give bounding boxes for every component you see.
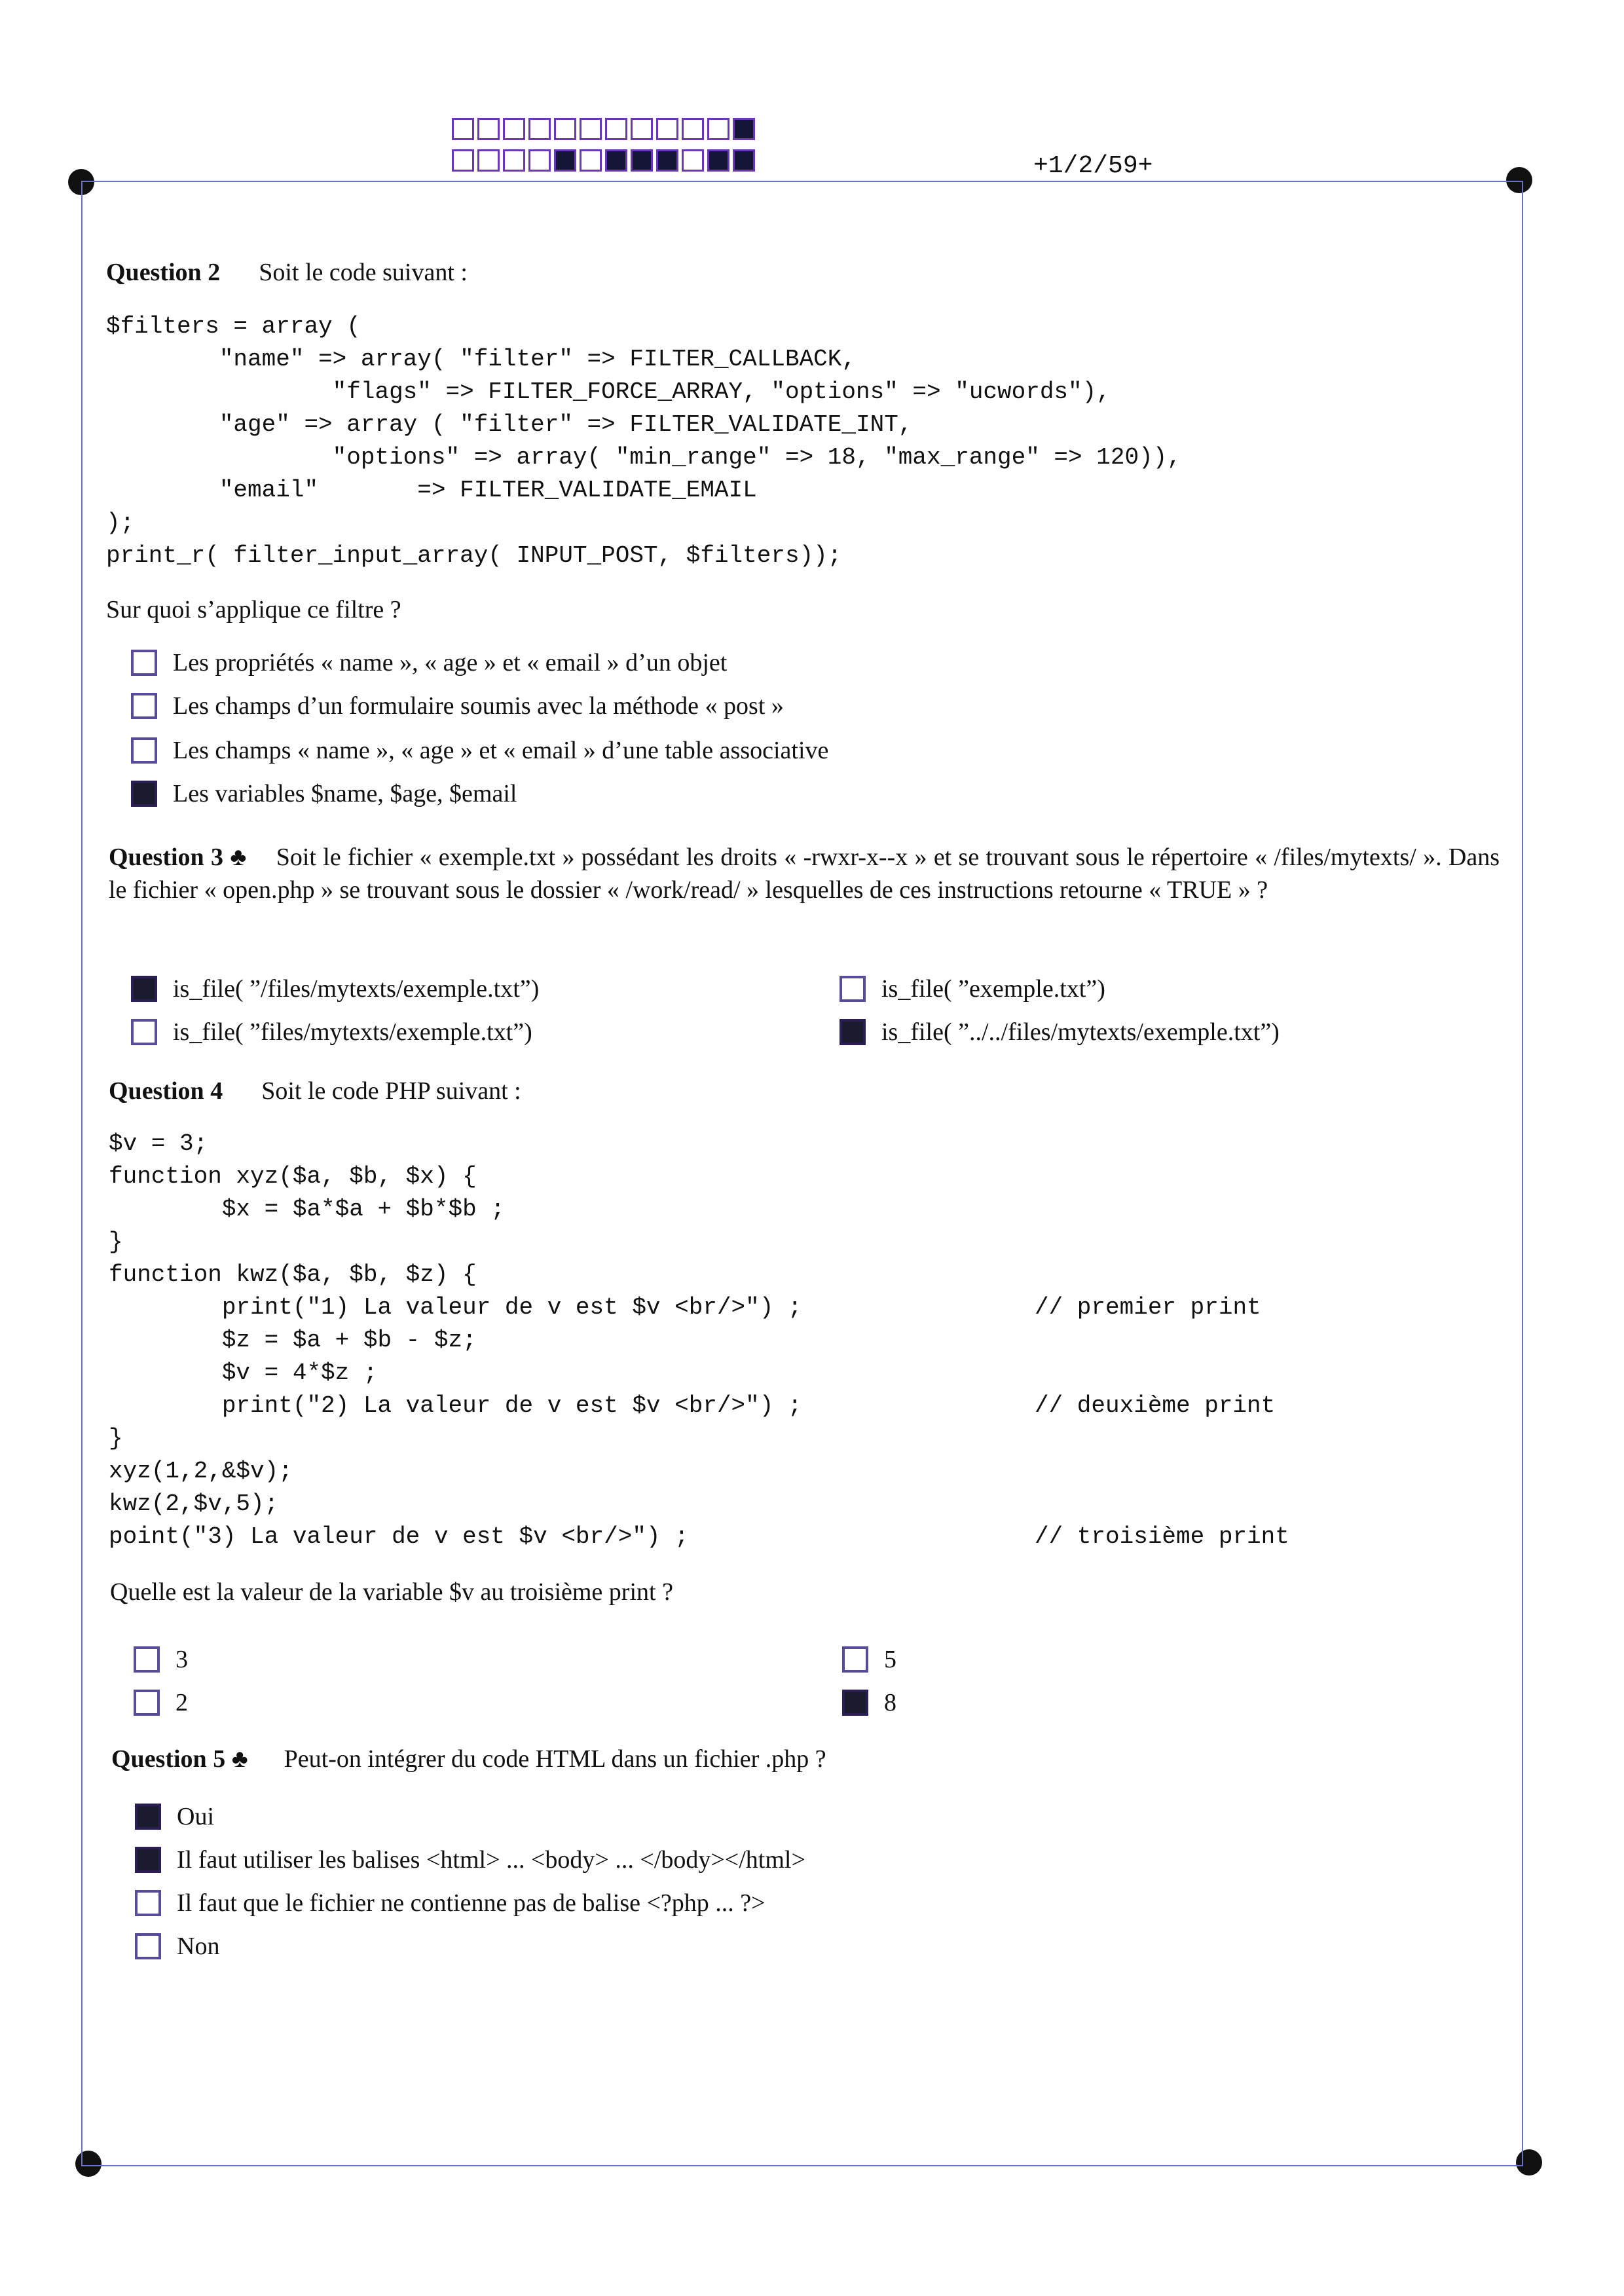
code-line-text: } (109, 1425, 123, 1452)
question-3-club-icon: ♣ (230, 843, 248, 871)
q4-choice-2-checkbox[interactable] (842, 1646, 868, 1673)
id-box (682, 118, 704, 140)
question-3-text: Soit le fichier « exemple.txt » possédant les droits « -rwxr-x--x » et se trouvant sous le répertoire « /files/mytexts/ ». Dans le fichier « open.php » se trouvant sous le dossier « /work/read/ » lesquelles de ces instructions retourne « TRUE » ? (109, 843, 1500, 904)
q4-choice-3-label: 2 (175, 1689, 188, 1716)
q5-choice-3[interactable] (135, 1889, 766, 1917)
question-3-label: Question 3 (109, 843, 224, 871)
code-line-text: point("3) La valeur de v est $v <br/>") ; (109, 1523, 689, 1550)
id-box (733, 118, 755, 140)
q2-choice-2[interactable] (131, 692, 784, 720)
q5-choice-4-checkbox[interactable] (135, 1933, 161, 1959)
id-box (477, 118, 500, 140)
code-line (109, 1422, 1484, 1455)
q2-choice-2-checkbox[interactable] (131, 693, 157, 719)
q4-choice-2[interactable] (842, 1645, 896, 1674)
q5-choice-2-checkbox[interactable] (135, 1847, 161, 1873)
id-box-row-1 (452, 118, 758, 140)
code-line (109, 1324, 1484, 1357)
code-line-text: $v = 4*$z ; (109, 1360, 378, 1386)
id-box (605, 149, 627, 172)
question-4-code (109, 1128, 1484, 1553)
id-box (682, 149, 704, 172)
code-line-text: print("1) La valeur de v est $v <br/>") ; (109, 1294, 802, 1321)
code-line-text: $v = 3; (109, 1130, 208, 1157)
code-line-text: xyz(1,2,&$v); (109, 1458, 293, 1485)
q4-choice-3[interactable] (134, 1688, 188, 1717)
id-box (733, 149, 755, 172)
q2-choice-4-label: Les variables $name, $age, $email (173, 780, 517, 807)
code-line (109, 1357, 1484, 1390)
q2-choice-2-label: Les champs d’un formulaire soumis avec la méthode « post » (173, 692, 784, 720)
id-box (452, 149, 474, 172)
code-line-text: } (109, 1229, 123, 1255)
code-line-comment: // deuxième print (1035, 1392, 1276, 1419)
q5-choice-1-label: Oui (177, 1803, 214, 1830)
q3-choice-3-checkbox[interactable] (131, 1019, 157, 1045)
q3-choice-4[interactable] (840, 1018, 1280, 1046)
question-4-label: Question 4 (109, 1077, 223, 1105)
code-line (109, 1259, 1484, 1291)
id-box (631, 118, 653, 140)
code-line (109, 1128, 1484, 1160)
q3-choice-1-label: is_file( ”/files/mytexts/exemple.txt”) (173, 975, 540, 1003)
q3-choice-1-checkbox[interactable] (131, 976, 157, 1002)
id-box-row-2 (452, 149, 758, 172)
id-box (452, 118, 474, 140)
code-line-text: kwz(2,$v,5); (109, 1491, 279, 1517)
code-line-comment: // premier print (1035, 1294, 1261, 1321)
id-box (503, 149, 525, 172)
q2-choice-1-label: Les propriétés « name », « age » et « email » d’un objet (173, 649, 728, 676)
id-box (605, 118, 627, 140)
q2-choice-3-checkbox[interactable] (131, 737, 157, 764)
id-box (528, 118, 551, 140)
id-box (503, 118, 525, 140)
q3-choice-3[interactable] (131, 1018, 532, 1046)
id-box (656, 118, 678, 140)
question-4-intro: Soit le code PHP suivant : (261, 1077, 521, 1105)
id-box (554, 118, 576, 140)
code-line-text: function xyz($a, $b, $x) { (109, 1163, 477, 1190)
q5-choice-1[interactable] (135, 1802, 214, 1831)
question-2-code: $filters = array ( "name" => array( "filter" => FILTER_CALLBACK, "flags" => FILTER_FORCE_ARRAY, "options" => "ucwords"), "age" => array ( "filter" => FILTER_VALIDATE_INT, "options" => array( "min_range" => 18, "max_range" => 120)), "email" => FILTER_VALIDATE_EMAIL ); print_r( filter_input_array( INPUT_POST, $filters)); (106, 313, 1181, 569)
q3-choice-2[interactable] (840, 974, 1105, 1003)
code-line (109, 1390, 1484, 1422)
q4-choice-3-checkbox[interactable] (134, 1690, 160, 1716)
q4-choice-1-checkbox[interactable] (134, 1646, 160, 1673)
id-box (707, 118, 729, 140)
q2-choice-1[interactable] (131, 648, 727, 677)
q5-choice-4-label: Non (177, 1933, 220, 1960)
q3-choice-1[interactable] (131, 974, 539, 1003)
page-code: +1/2/59+ (1033, 152, 1153, 180)
q3-choice-2-label: is_file( ”exemple.txt”) (881, 975, 1105, 1003)
q3-choice-3-label: is_file( ”files/mytexts/exemple.txt”) (173, 1018, 532, 1046)
q4-choice-4[interactable] (842, 1688, 896, 1717)
code-line (109, 1193, 1484, 1226)
q4-choice-4-label: 8 (884, 1689, 896, 1716)
q3-choice-4-checkbox[interactable] (840, 1019, 866, 1045)
id-box (580, 118, 602, 140)
question-2-intro: Soit le code suivant : (259, 259, 468, 286)
q2-choice-3[interactable] (131, 736, 828, 765)
q2-choice-4[interactable] (131, 779, 517, 808)
code-line-text: $z = $a + $b - $z; (109, 1327, 477, 1354)
q5-choice-1-checkbox[interactable] (135, 1804, 161, 1830)
code-line (109, 1160, 1484, 1193)
q5-choice-2-label: Il faut utiliser les balises <html> ... <body> ... </body></html> (177, 1846, 805, 1874)
id-box (554, 149, 576, 172)
q3-choice-4-label: is_file( ”../../files/mytexts/exemple.txt”) (881, 1018, 1280, 1046)
question-2-label: Question 2 (106, 259, 221, 286)
q5-choice-4[interactable] (135, 1932, 219, 1961)
code-line-text: $x = $a*$a + $b*$b ; (109, 1196, 505, 1223)
question-5-club-icon: ♣ (231, 1745, 248, 1773)
q4-choice-1[interactable] (134, 1645, 188, 1674)
q4-choice-4-checkbox[interactable] (842, 1690, 868, 1716)
question-5-header (111, 1745, 826, 1773)
question-5-text: Peut-on intégrer du code HTML dans un fichier .php ? (284, 1745, 826, 1773)
id-box (707, 149, 729, 172)
q3-choice-2-checkbox[interactable] (840, 976, 866, 1002)
id-box (528, 149, 551, 172)
code-line-comment: // troisième print (1035, 1523, 1289, 1550)
question-2-prompt: Sur quoi s’applique ce filtre ? (106, 596, 401, 623)
id-box (580, 149, 602, 172)
question-4-prompt: Quelle est la valeur de la variable $v au troisième print ? (110, 1578, 673, 1606)
code-line-text: function kwz($a, $b, $z) { (109, 1261, 477, 1288)
question-2-header (106, 258, 468, 287)
code-line (109, 1521, 1484, 1553)
id-box (656, 149, 678, 172)
q2-choice-1-checkbox[interactable] (131, 650, 157, 676)
code-line (109, 1455, 1484, 1488)
id-box (631, 149, 653, 172)
code-line-text: print("2) La valeur de v est $v <br/>") ; (109, 1392, 802, 1419)
q2-choice-3-label: Les champs « name », « age » et « email » d’une table associative (173, 737, 829, 764)
question-5-label: Question 5 (111, 1745, 226, 1773)
q5-choice-3-checkbox[interactable] (135, 1890, 161, 1916)
id-box (477, 149, 500, 172)
code-line (109, 1488, 1484, 1521)
code-line (109, 1291, 1484, 1324)
question-3-text-block (109, 841, 1500, 906)
question-4-header (109, 1077, 521, 1105)
q4-choice-1-label: 3 (175, 1646, 188, 1673)
q5-choice-3-label: Il faut que le fichier ne contienne pas de balise <?php ... ?> (177, 1889, 766, 1917)
code-line (109, 1226, 1484, 1259)
q5-choice-2[interactable] (135, 1845, 805, 1874)
q2-choice-4-checkbox[interactable] (131, 781, 157, 807)
q4-choice-2-label: 5 (884, 1646, 896, 1673)
